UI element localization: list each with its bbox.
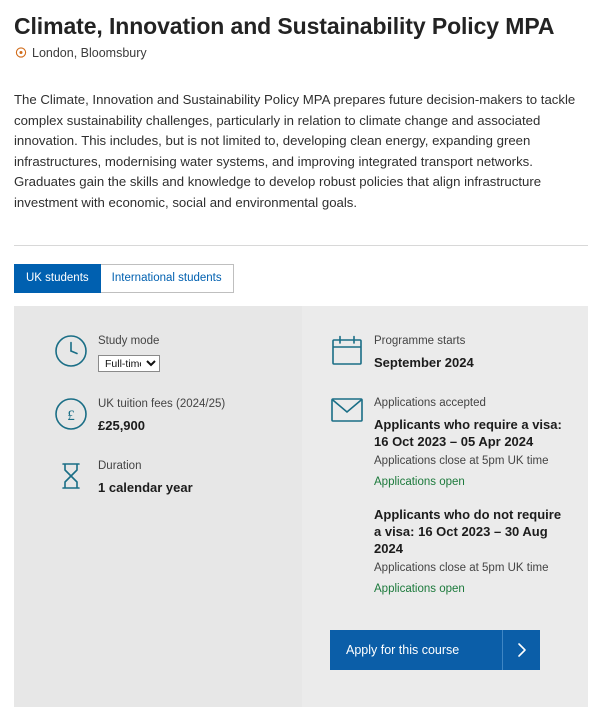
detail-value: September 2024: [374, 355, 474, 370]
detail-body: [98, 395, 286, 434]
details-column-right: [302, 306, 588, 707]
detail-label: Duration: [98, 460, 142, 472]
detail-applications-accepted: [302, 394, 588, 597]
application-entry: [374, 506, 570, 597]
svg-text:£: £: [67, 408, 75, 424]
hourglass-icon: [54, 457, 98, 493]
application-note: Applications close at 5pm UK time: [374, 562, 549, 574]
detail-tuition-fees: [14, 395, 302, 434]
apply-section: [302, 620, 588, 670]
application-window: Applicants who do not require a visa: 16 Oct 2023 – 30 Aug 2024: [374, 507, 562, 556]
detail-body: [98, 457, 286, 496]
application-note: Applications close at 5pm UK time: [374, 455, 549, 467]
detail-label: UK tuition fees (2024/25): [98, 398, 226, 410]
apply-button[interactable]: [330, 630, 540, 670]
detail-programme-starts: [302, 332, 588, 371]
audience-tabs: [14, 264, 588, 293]
detail-value: £25,900: [98, 418, 145, 433]
section-divider: [14, 245, 588, 246]
location-text: London, Bloomsbury: [32, 46, 147, 60]
study-mode-select[interactable]: [98, 355, 160, 372]
details-column-left: [14, 306, 302, 707]
detail-label: Study mode: [98, 335, 160, 347]
detail-label: Programme starts: [374, 335, 466, 347]
location-row: [15, 46, 588, 60]
apply-button-label: Apply for this course: [346, 643, 460, 657]
page-title: Climate, Innovation and Sustainability Policy MPA: [14, 13, 555, 39]
course-details-panel: [14, 306, 588, 707]
tab-uk-students[interactable]: UK students: [14, 264, 101, 293]
detail-body: [374, 394, 570, 597]
detail-body: [374, 332, 570, 371]
application-entry: [374, 416, 570, 490]
detail-duration: [14, 457, 302, 496]
clock-icon: [54, 332, 98, 368]
calendar-icon: [330, 332, 374, 368]
detail-body: [98, 332, 286, 372]
tab-international-students[interactable]: International students: [101, 264, 234, 293]
status-badge: Applications open: [374, 583, 465, 595]
envelope-icon: [330, 394, 374, 424]
pound-coin-icon: [54, 395, 98, 431]
detail-label: Applications accepted: [374, 397, 486, 409]
status-badge: Applications open: [374, 476, 465, 488]
application-window: Applicants who require a visa: 16 Oct 2023 – 05 Apr 2024: [374, 417, 562, 449]
detail-study-mode: [14, 332, 302, 372]
location-pin-icon: [15, 47, 27, 59]
course-description: The Climate, Innovation and Sustainability Policy MPA prepares future decision-makers to tackle complex sustainability challenges, particularly in relation to climate change and associated innovation. This includes, but is not limited to, developing clean energy, expanding green infrastructures, modernising water systems, and improving integrated transport networks. Graduates gain the skills and knowledge to develop robust policies that align infrastructure investment with economic, social and environmental goals.: [14, 92, 576, 210]
chevron-right-icon: [502, 630, 540, 670]
detail-value: 1 calendar year: [98, 480, 193, 495]
